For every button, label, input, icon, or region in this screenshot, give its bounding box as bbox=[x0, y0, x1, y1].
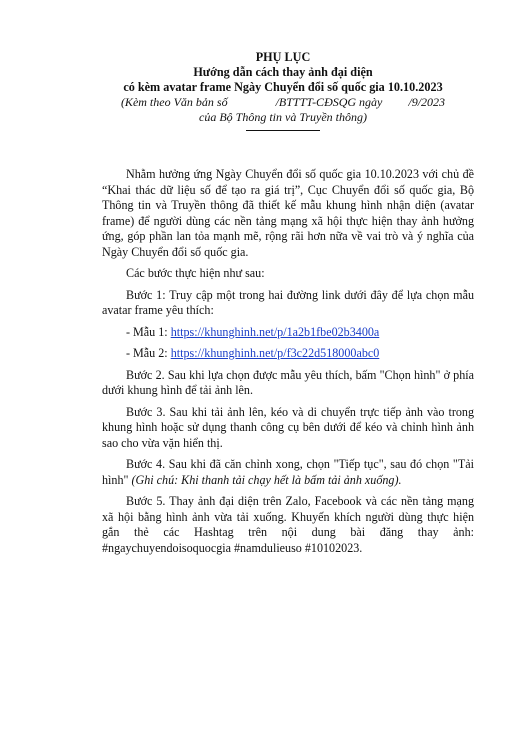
sample-1 bbox=[102, 325, 474, 341]
guide-title-line1: Hướng dẫn cách thay ảnh đại diện bbox=[193, 65, 373, 79]
step-4 bbox=[102, 457, 474, 488]
sample-2 bbox=[102, 346, 474, 362]
step-2: Bước 2. Sau khi lựa chọn được mẫu yêu thích, bấm "Chọn hình" ở phía dưới khung hình để tải ảnh lên. bbox=[102, 367, 474, 397]
reference-note-a: (Kèm theo Văn bản số bbox=[120, 95, 228, 109]
step-3: Bước 3. Sau khi tải ảnh lên, kéo và di chuyển trực tiếp ảnh vào trong khung hình hoặc sử dụng thanh công cụ bên dưới để kéo và chỉnh hình ảnh sao cho vừa vặn hiển thị. bbox=[102, 404, 474, 450]
sample-2-label: - Mẫu 2: bbox=[126, 346, 171, 360]
step-5: Bước 5. Thay ảnh đại diện trên Zalo, Facebook và các nền tảng mạng xã hội bằng hình ảnh vừa tải xuống. Khuyến khích người dùng thực hiện gắn thẻ các Hashtag trên nội dung bài đăng thay ảnh: #ngaychuyendoisoquocgia #namdulieuso #10102023. bbox=[102, 494, 474, 555]
sample-2-link[interactable]: https://khunghinh.net/p/f3c22d518000abc0 bbox=[170, 346, 380, 360]
appendix-title: PHỤ LỤC bbox=[255, 50, 311, 64]
reference-note-line2: của Bộ Thông tin và Truyền thông) bbox=[199, 110, 367, 124]
intro-paragraph: Nhằm hưởng ứng Ngày Chuyển đổi số quốc gia 10.10.2023 với chủ đề “Khai thác dữ liệu số để tạo ra giá trị”, Cục Chuyển đổi số quốc gia, Bộ Thông tin và Truyền thông đã thiết kế mẫu khung hình nhận diện (avatar frame) để người dùng các nền tảng mạng xã hội thực hiện thay ảnh hưởng ứng, góp phần lan tỏa mạnh mẽ, rộng rãi hơn nữa về vai trò và ý nghĩa của Ngày Chuyển đổi số quốc gia. bbox=[102, 167, 474, 259]
reference-note bbox=[78, 95, 488, 110]
reference-note-c: /9/2023 bbox=[408, 95, 446, 109]
appendix-header bbox=[78, 50, 488, 131]
step-1: Bước 1: Truy cập một trong hai đường link dưới đây để lựa chọn mẫu avatar frame yêu thích: bbox=[102, 287, 474, 317]
step-4-text: Bước 4. Sau khi đã căn chỉnh xong, chọn "Tiếp tục", sau đó chọn "Tải hình" bbox=[102, 457, 474, 487]
header-divider bbox=[246, 130, 320, 131]
sample-1-link[interactable]: https://khunghinh.net/p/1a2b1fbe02b3400a bbox=[170, 324, 380, 339]
document-body bbox=[102, 167, 474, 556]
guide-title-line2: có kèm avatar frame Ngày Chuyển đổi số quốc gia 10.10.2023 bbox=[123, 80, 443, 94]
reference-note-b: /BTTTT-CĐSQG ngày bbox=[275, 95, 383, 109]
steps-intro: Các bước thực hiện như sau: bbox=[126, 266, 265, 280]
sample-1-label: - Mẫu 1: bbox=[126, 324, 171, 339]
step-4-note: (Ghi chú: Khi thanh tải chạy hết là bấm tải ảnh xuống). bbox=[131, 472, 402, 487]
